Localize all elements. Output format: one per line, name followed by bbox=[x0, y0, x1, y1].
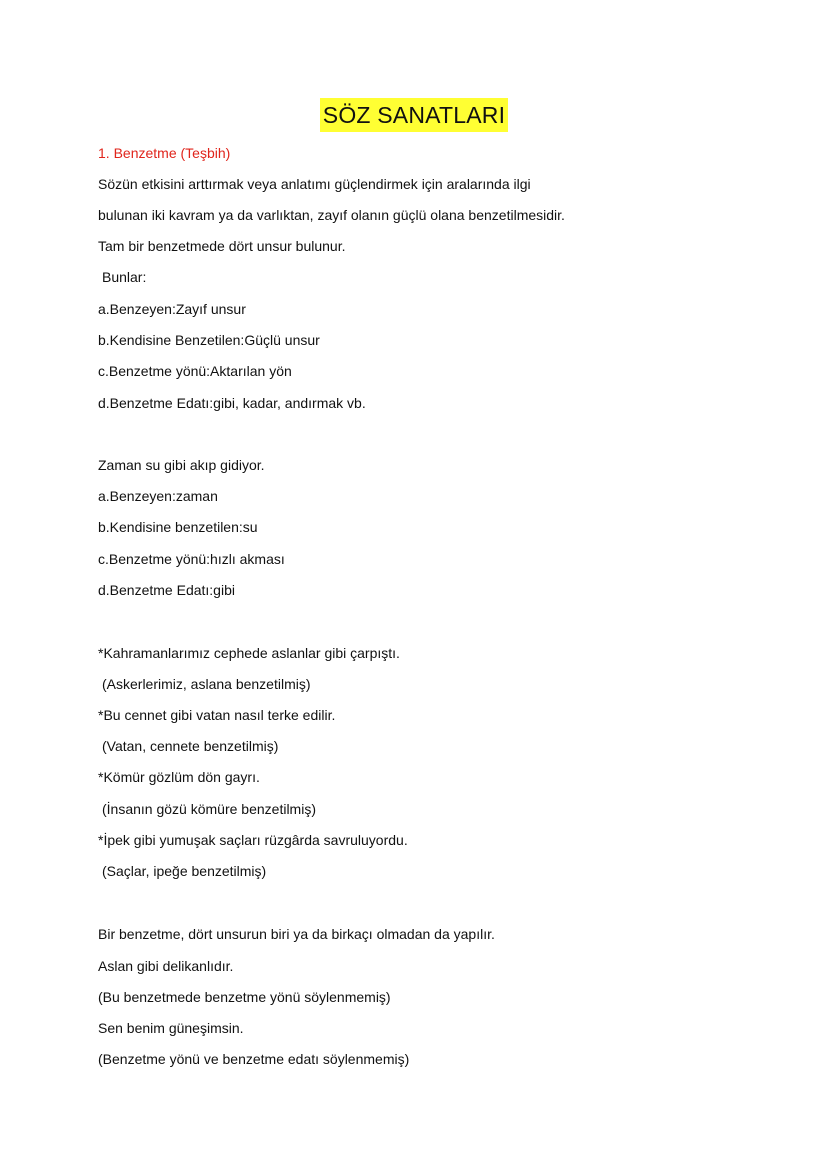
intro-line: Sözün etkisini arttırmak veya anlatımı güçlendirmek için aralarında ilgi bbox=[98, 176, 531, 192]
intro-line: Bunlar: bbox=[102, 269, 147, 285]
example-part: c.Benzetme yönü:hızlı akması bbox=[98, 551, 285, 567]
example-sentence: Zaman su gibi akıp gidiyor. bbox=[98, 457, 265, 473]
sample-note: (İnsanın gözü kömüre benzetilmiş) bbox=[102, 801, 316, 817]
closing-line: (Bu benzetmede benzetme yönü söylenmemiş) bbox=[98, 989, 391, 1005]
example-part: b.Kendisine benzetilen:su bbox=[98, 519, 258, 535]
sample-note: (Saçlar, ipeğe benzetilmiş) bbox=[102, 863, 267, 879]
page-title: SÖZ SANATLARI bbox=[320, 98, 508, 132]
element-item: d.Benzetme Edatı:gibi, kadar, andırmak vb. bbox=[98, 395, 366, 411]
sample-sentence: *Kahramanlarımız cephede aslanlar gibi çarpıştı. bbox=[98, 645, 400, 661]
closing-line: Aslan gibi delikanlıdır. bbox=[98, 958, 234, 974]
title-container bbox=[0, 98, 828, 132]
example-part: d.Benzetme Edatı:gibi bbox=[98, 582, 235, 598]
closing-line: (Benzetme yönü ve benzetme edatı söylenmemiş) bbox=[98, 1051, 410, 1067]
sample-note: (Askerlerimiz, aslana benzetilmiş) bbox=[102, 676, 311, 692]
sample-note: (Vatan, cennete benzetilmiş) bbox=[102, 738, 279, 754]
element-item: a.Benzeyen:Zayıf unsur bbox=[98, 301, 246, 317]
intro-line: Tam bir benzetmede dört unsur bulunur. bbox=[98, 238, 346, 254]
closing-line: Sen benim güneşimsin. bbox=[98, 1020, 244, 1036]
section-heading: 1. Benzetme (Teşbih) bbox=[98, 145, 231, 161]
sample-sentence: *Bu cennet gibi vatan nasıl terke edilir. bbox=[98, 707, 336, 723]
intro-line: bulunan iki kavram ya da varlıktan, zayıf olanın güçlü olana benzetilmesidir. bbox=[98, 207, 565, 223]
sample-sentence: *İpek gibi yumuşak saçları rüzgârda savruluyordu. bbox=[98, 832, 408, 848]
closing-line: Bir benzetme, dört unsurun biri ya da birkaçı olmadan da yapılır. bbox=[98, 926, 495, 942]
element-item: c.Benzetme yönü:Aktarılan yön bbox=[98, 363, 292, 379]
element-item: b.Kendisine Benzetilen:Güçlü unsur bbox=[98, 332, 320, 348]
sample-sentence: *Kömür gözlüm dön gayrı. bbox=[98, 769, 260, 785]
example-part: a.Benzeyen:zaman bbox=[98, 488, 218, 504]
